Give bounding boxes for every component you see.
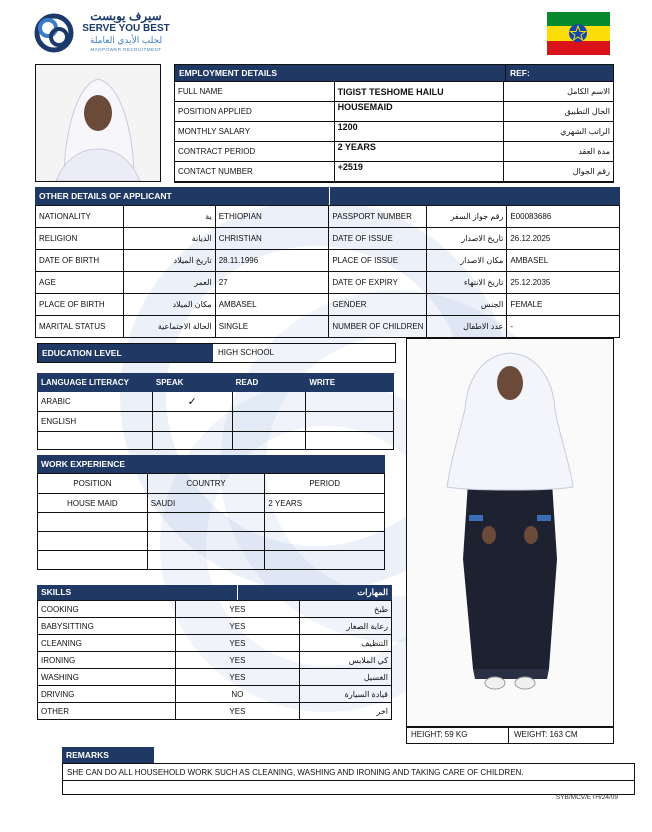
- other-details-table: [35, 205, 620, 338]
- skill-arabic: اخر: [300, 703, 392, 720]
- skill-arabic: رعاية الصغار: [300, 618, 392, 635]
- field-value: 26.12.2025: [507, 228, 620, 250]
- column-header: READ: [232, 374, 306, 392]
- table-row: [38, 513, 385, 532]
- logo-tagline: MANPOWER RECRUITMENT: [90, 47, 162, 52]
- portrait-photo-icon: [36, 65, 160, 181]
- logo-english: SERVE YOU BEST: [82, 23, 170, 34]
- language-literacy: [37, 373, 394, 449]
- field-label-arabic: العمر: [123, 272, 215, 294]
- field-value: 2 YEARS: [334, 142, 504, 162]
- field-label-arabic: تاريخ الاصدار: [427, 228, 507, 250]
- column-header: LANGUAGE LITERACY: [38, 374, 153, 392]
- table-row: [36, 228, 620, 250]
- field-value: TIGIST TESHOME HAILU: [334, 82, 504, 102]
- logo-arabic-sub: لجلب الأيدي العاملة: [89, 35, 163, 45]
- skills-title: SKILLS: [37, 585, 237, 600]
- table-row: [175, 142, 614, 162]
- skills: [37, 585, 392, 719]
- field-label: PLACE OF BIRTH: [36, 294, 124, 316]
- table-header-row: [38, 474, 385, 494]
- field-value: 27: [215, 272, 329, 294]
- column-header: SPEAK: [152, 374, 232, 392]
- table-row: [38, 551, 385, 570]
- skill-arabic: الغسيل: [300, 669, 392, 686]
- skills-table: [37, 600, 392, 720]
- applicant-full-body-photo: [406, 338, 614, 728]
- skill-name: IRONING: [38, 652, 176, 669]
- height-value: HEIGHT: 59 KG: [407, 727, 509, 743]
- table-row: [36, 294, 620, 316]
- education-value: HIGH SCHOOL: [218, 348, 275, 357]
- employment-table: [174, 81, 614, 182]
- skill-value: YES: [175, 652, 300, 669]
- field-value: 1200: [334, 122, 504, 142]
- skill-arabic: طبخ: [300, 601, 392, 618]
- field-label-arabic: رقم جواز السفر: [427, 206, 507, 228]
- skill-name: WASHING: [38, 669, 176, 686]
- language-table: [37, 373, 394, 450]
- field-value: SINGLE: [215, 316, 329, 338]
- table-row: [38, 392, 394, 412]
- field-value: 25.12.2035: [507, 272, 620, 294]
- table-row: [38, 652, 392, 669]
- field-label-arabic: تاريخ الانتهاء: [427, 272, 507, 294]
- field-label: AGE: [36, 272, 124, 294]
- field-label: RELIGION: [36, 228, 124, 250]
- field-label-arabic: الراتب الشهري: [504, 122, 614, 142]
- field-label: POSITION APPLIED: [175, 102, 335, 122]
- field-value: ETHIOPIAN: [215, 206, 329, 228]
- table-row: [36, 206, 620, 228]
- logo-arabic: سيرف يوبست: [90, 9, 162, 23]
- flag-emblem-icon: [568, 23, 588, 43]
- skill-name: COOKING: [38, 601, 176, 618]
- table-row: [38, 494, 385, 513]
- table-row: [175, 122, 614, 142]
- field-label-arabic: الاسم الكامل: [504, 82, 614, 102]
- field-label: PASSPORT NUMBER: [329, 206, 427, 228]
- weight-value: WEIGHT: 163 CM: [514, 730, 578, 739]
- skill-name: CLEANING: [38, 635, 176, 652]
- field-value: E00083686: [507, 206, 620, 228]
- write-cell: [306, 412, 394, 432]
- speak-check: [152, 412, 232, 432]
- other-details: [35, 187, 620, 337]
- field-label-arabic: تاريخ الميلاد: [123, 250, 215, 272]
- language-name: ENGLISH: [38, 412, 153, 432]
- field-label-arabic: عدد الاطفال: [427, 316, 507, 338]
- work-position: HOUSE MAID: [38, 494, 148, 513]
- work-country: SAUDI: [147, 494, 265, 513]
- field-label-arabic: رقم الجوال: [504, 162, 614, 182]
- other-details-title: OTHER DETAILS OF APPLICANT: [35, 187, 329, 205]
- field-label: NATIONALITY: [36, 206, 124, 228]
- field-label: CONTRACT PERIOD: [175, 142, 335, 162]
- logo-mark-icon: [34, 12, 74, 54]
- column-header: PERIOD: [265, 474, 385, 494]
- work-period: 2 YEARS: [265, 494, 385, 513]
- field-label: DATE OF BIRTH: [36, 250, 124, 272]
- applicant-portrait: [35, 64, 161, 182]
- measurements: [406, 726, 614, 744]
- employment-details: [174, 64, 614, 183]
- skill-value: NO: [175, 686, 300, 703]
- field-label-arabic: الجنس: [427, 294, 507, 316]
- field-value: FEMALE: [507, 294, 620, 316]
- table-row: [38, 618, 392, 635]
- read-cell: [232, 392, 306, 412]
- ref-label: REF:: [505, 65, 613, 81]
- skill-arabic: التنظيف: [300, 635, 392, 652]
- table-row: [36, 272, 620, 294]
- field-label: PLACE OF ISSUE: [329, 250, 427, 272]
- table-row: [175, 102, 614, 122]
- skills-title-arabic: المهارات: [237, 585, 392, 600]
- skill-value: YES: [175, 669, 300, 686]
- table-row: [36, 250, 620, 272]
- field-label-arabic: مكان الميلاد: [123, 294, 215, 316]
- skill-name: DRIVING: [38, 686, 176, 703]
- read-cell: [232, 412, 306, 432]
- field-label-arabic: مدة العقد: [504, 142, 614, 162]
- skill-value: YES: [175, 601, 300, 618]
- field-value: CHRISTIAN: [215, 228, 329, 250]
- skill-name: BABYSITTING: [38, 618, 176, 635]
- employment-title: EMPLOYMENT DETAILS: [175, 65, 505, 81]
- table-row: [38, 635, 392, 652]
- field-value: AMBASEL: [507, 250, 620, 272]
- field-label: DATE OF ISSUE: [329, 228, 427, 250]
- skill-value: YES: [175, 618, 300, 635]
- skill-name: OTHER: [38, 703, 176, 720]
- field-label-arabic: مكان الاصدار: [427, 250, 507, 272]
- table-row: [175, 162, 614, 182]
- table-row: [175, 82, 614, 102]
- table-row: [38, 532, 385, 551]
- speak-check: ✓: [152, 392, 232, 412]
- table-row: [36, 316, 620, 338]
- field-label-arabic: ية: [123, 206, 215, 228]
- field-label: DATE OF EXPIRY: [329, 272, 427, 294]
- table-header-row: [38, 374, 394, 392]
- table-row: [38, 412, 394, 432]
- full-body-photo-icon: [407, 339, 613, 727]
- other-details-title-bar: [329, 187, 620, 205]
- skill-arabic: كي الملابس: [300, 652, 392, 669]
- field-value: -: [507, 316, 620, 338]
- field-label: MONTHLY SALARY: [175, 122, 335, 142]
- work-table: [37, 473, 385, 570]
- document-code: SYB/MCV/ETH/24/09: [555, 794, 618, 801]
- column-header: COUNTRY: [147, 474, 265, 494]
- field-label: NUMBER OF CHILDREN: [329, 316, 427, 338]
- column-header: POSITION: [38, 474, 148, 494]
- company-logo: [34, 10, 174, 58]
- ethiopia-flag: [547, 12, 610, 55]
- skill-value: YES: [175, 703, 300, 720]
- remarks: [62, 747, 635, 797]
- field-label-arabic: الحال التطبيق: [504, 102, 614, 122]
- field-value: HOUSEMAID: [334, 102, 504, 122]
- field-value: AMBASEL: [215, 294, 329, 316]
- field-label-arabic: الديانة: [123, 228, 215, 250]
- field-label: CONTACT NUMBER: [175, 162, 335, 182]
- remarks-text: SHE CAN DO ALL HOUSEHOLD WORK SUCH AS CLEANING, WASHING AND IRONING AND TAKING CARE OF CHILDREN.: [62, 763, 635, 781]
- remarks-title: REMARKS: [62, 747, 154, 763]
- table-row: [38, 432, 394, 450]
- education-level: [37, 343, 396, 363]
- field-value: 28.11.1996: [215, 250, 329, 272]
- skill-value: YES: [175, 635, 300, 652]
- skill-arabic: قيادة السيارة: [300, 686, 392, 703]
- column-header: WRITE: [306, 374, 394, 392]
- field-value: +2519: [334, 162, 504, 182]
- education-label: EDUCATION LEVEL: [38, 344, 213, 362]
- table-row: [38, 686, 392, 703]
- field-label-arabic: الحالة الاجتماعية: [123, 316, 215, 338]
- table-row: [38, 601, 392, 618]
- field-label: GENDER: [329, 294, 427, 316]
- table-row: [38, 703, 392, 720]
- field-label: FULL NAME: [175, 82, 335, 102]
- language-name: ARABIC: [38, 392, 153, 412]
- remarks-blank-line: [62, 781, 635, 795]
- field-label: MARITAL STATUS: [36, 316, 124, 338]
- work-experience: [37, 455, 385, 573]
- work-experience-title: WORK EXPERIENCE: [37, 455, 385, 473]
- table-row: [38, 669, 392, 686]
- write-cell: [306, 392, 394, 412]
